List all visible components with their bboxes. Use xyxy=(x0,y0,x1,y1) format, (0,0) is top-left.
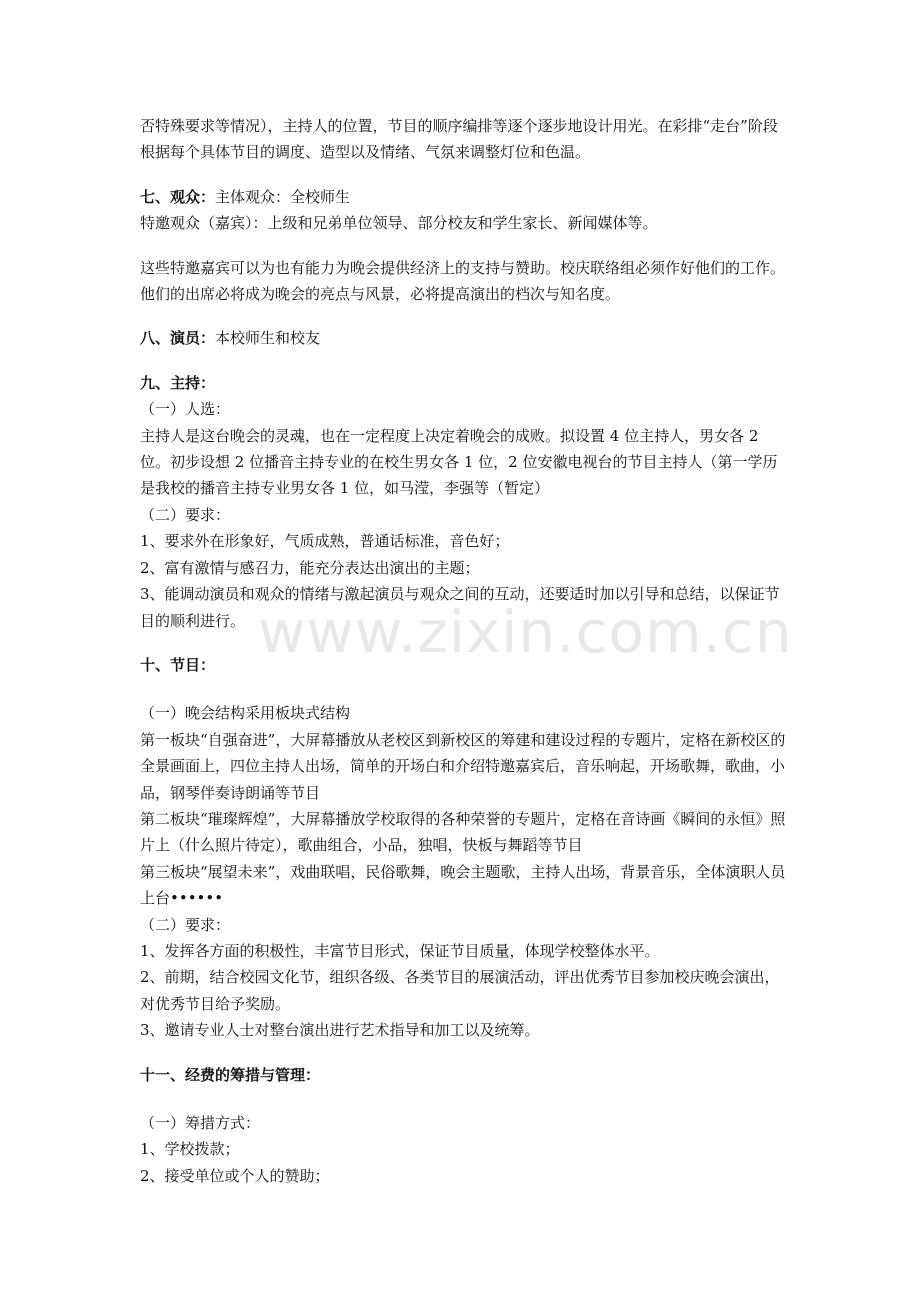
section-heading: 十一、经费的筹措与管理： xyxy=(140,1065,321,1084)
list-item: 2、前期，结合校园文化节，组织各级、各类节目的展演活动，评出优秀节目参加校庆晚会演出，对优秀节目给予奖励。 xyxy=(140,968,780,1013)
subheading-requirements: （二）要求： xyxy=(140,505,231,524)
list-item: 3、能调动演员和观众的情绪与激起演员与观众之间的互动，还要适时加以引导和总结，以保证节目的顺利进行。 xyxy=(140,585,780,630)
paragraph-lighting-design: 否特殊要求等情况），主持人的位置，节目的顺序编排等逐个逐步地设计用光。在彩排“走台”阶段根据每个具体节目的调度、造型以及情绪、气氛来调整灯位和色温。 xyxy=(140,117,778,162)
paragraph-block-two: 第二板块“璀璨辉煌”，大屏幕播放学校取得的各种荣誉的专题片，定格在音诗画《瞬间的永恒》照片上（什么照片待定），歌曲组合，小品，独唱，快板与舞蹈等节目 xyxy=(140,809,786,855)
section-heading: 八、演员： xyxy=(140,329,216,348)
paragraph-host-selection: 主持人是这台晚会的灵魂，也在一定程度上决定着晚会的成败。拟设置 4 位主持人，男女各 2 位。初步设想 2 位播音主持专业的在校生男女各 1 位，2 位安徽电视台的节目主持人（第一学历是我校的播音主持专业男女各 1 位，如马滢，李强等（暂定） xyxy=(140,426,778,498)
list-item: 1、发挥各方面的积极性，丰富节目形式，保证节目质量，体现学校整体水平。 xyxy=(140,941,660,960)
list-item: 2、富有激情与感召力，能充分表达出演出的主题； xyxy=(140,558,480,577)
section-audience: 七、观众：主体观众：全校师生 xyxy=(140,187,351,206)
paragraph-block-one: 第一板块“自强奋进”，大屏幕播放从老校区到新校区的筹建和建设过程的专题片，定格在新校区的全景画面上，四位主持人出场，简单的开场白和介绍特邀嘉宾后，音乐响起，开场歌舞，歌曲，小品，钢琴伴奏诗朗诵等节目 xyxy=(140,730,786,802)
subheading-funding-methods: （一）筹措方式： xyxy=(140,1114,261,1132)
list-item: 2、接受单位或个人的赞助； xyxy=(140,1166,330,1185)
paragraph-special-guests: 特邀观众（嘉宾）：上级和兄弟单位领导、部分校友和学生家长、新闻媒体等。 xyxy=(140,214,658,233)
document-page xyxy=(140,113,790,1189)
paragraph-guest-sponsorship: 这些特邀嘉宾可以为也有能力为晚会提供经济上的支持与赞助。校庆联络组必须作好他们的工作。他们的出席必将成为晚会的亮点与风景，必将提高演出的档次与知名度。 xyxy=(140,258,786,304)
section-heading: 九、主持： xyxy=(140,373,216,392)
section-hosts xyxy=(140,370,790,396)
list-item: 1、要求外在形象好，气质成熟，普通话标准，音色好； xyxy=(140,532,510,551)
section-programs xyxy=(140,652,790,678)
section-funding xyxy=(140,1062,790,1088)
list-item: 3、邀请专业人士对整台演出进行艺术指导和加工以及统筹。 xyxy=(140,1021,540,1040)
section-performers: 八、演员：本校师生和校友 xyxy=(140,329,321,348)
watermark-text: www.zixin.com.cn xyxy=(258,598,793,666)
subheading-structure: （一）晚会结构采用板块式结构 xyxy=(140,704,351,723)
section-heading: 十、节目： xyxy=(140,655,216,674)
list-item: 1、学校拨款； xyxy=(140,1140,240,1159)
subheading-requirements: （二）要求： xyxy=(140,915,231,934)
section-heading: 七、观众： xyxy=(140,187,216,206)
paragraph-block-three: 第三板块“展望未来”，戏曲联唱，民俗歌舞，晚会主题歌，主持人出场，背景音乐，全体演职人员上台•••••• xyxy=(140,862,786,908)
subheading-selection: （一）人选： xyxy=(140,400,231,419)
